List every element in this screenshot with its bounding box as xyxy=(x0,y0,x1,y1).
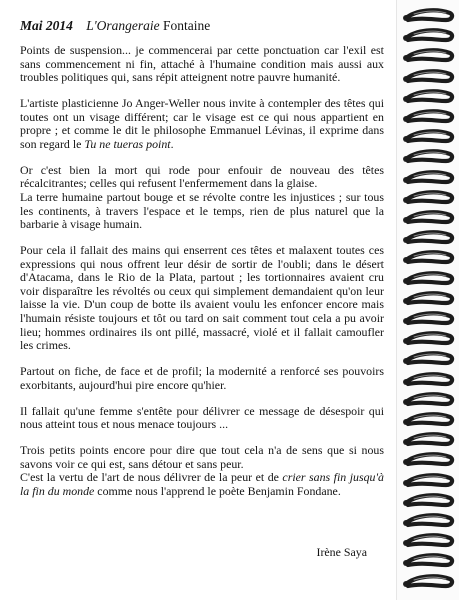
spiral-ring xyxy=(402,331,457,349)
spiral-ring xyxy=(402,372,457,390)
paragraph-2-end: . xyxy=(170,136,174,151)
paragraph-3b: La terre humaine partout bouge et se révolte contre les injustices ; sur tous les continents, à travers l'espace et le temps, rien de plus naturel que la barbarie à visage humain. xyxy=(20,189,384,232)
spiral-ring xyxy=(402,493,457,511)
paragraph-6: Il fallait qu'une femme s'entête pour délivrer ce message de désespoir qui nous atteint tous et nous menace toujours ... xyxy=(20,403,384,432)
paragraph-7b-quote: crier sans fin jusqu'à la fin du monde xyxy=(20,470,384,498)
paragraph-7: Trois petits points encore pour dire que tout cela n'a de sens que si nous savons voir ce qui est, sans détour et sans peur. xyxy=(20,443,384,471)
spiral-ring xyxy=(402,28,457,46)
paragraph-2-quote: Tu ne tueras point xyxy=(84,136,171,151)
spiral-ring xyxy=(402,69,457,87)
paragraph-7b-text: C'est la vertu de l'art de nous délivrer de la peur et de xyxy=(20,470,283,485)
spiral-ring xyxy=(402,412,457,430)
paragraph-5: Partout on fiche, de face et de profil; la modernité a renforcé ses pouvoirs exorbitants, aujourd'hui pire encore qu'hier. xyxy=(20,364,384,392)
spiral-ring xyxy=(402,271,457,289)
author-signature: Irène Saya xyxy=(316,545,367,559)
spiral-ring xyxy=(402,513,457,531)
spiral-ring xyxy=(402,8,457,26)
spiral-ring xyxy=(402,230,457,248)
spiral-ring xyxy=(402,574,457,592)
paragraph-2-text: L'artiste plasticienne Jo Anger-Weller nous invite à contempler des têtes qui toutes ont un visage différent; car le visage est ce qui nous appartient en propre ; et comme le dit le philosophe Emmanuel Lévinas, il exprime dans son regard le xyxy=(20,96,384,151)
spiral-ring xyxy=(402,432,457,450)
spiral-ring xyxy=(402,553,457,571)
spiral-ring xyxy=(402,250,457,268)
spiral-ring xyxy=(402,129,457,147)
paragraph-7b xyxy=(20,471,384,498)
header-date: Mai 2014 xyxy=(20,18,73,33)
spiral-ring xyxy=(402,473,457,491)
spiral-ring xyxy=(402,89,457,107)
header-publication-italic: L'Orangeraie xyxy=(86,18,160,33)
spiral-ring xyxy=(402,48,457,66)
paragraph-2 xyxy=(20,97,384,151)
spiral-ring xyxy=(402,149,457,167)
spiral-ring xyxy=(402,291,457,309)
paragraph-1: Points de suspension... je commencerai par cette ponctuation car l'exil est sans commencement ni fin, attaché à l'humaine condition mais aussi aux troubles politiques qui, sans répit atteignent notre pauvre humanité. xyxy=(20,43,384,85)
spiral-ring xyxy=(402,170,457,188)
paragraph-4: Pour cela il fallait des mains qui enserrent ces têtes et malaxent toutes ces expressions qui nous offrent leur désir de sortir de l'oubli; dans le désert d'Atacama, dans le Rio de la Plata, partout ; les tortionnaires avaient cru voir disparaître les révoltés ou ceux qui simplement demandaient qu'on leur laisse la vie. D'un coup de botte ils avaient voulu les enfoncer encore mais l'humain résiste toujours et tôt ou tard on sait comment tout cela a pu avoir lieu; hommes ordinaires ils ont pillé, massacré, violé et il fallait camoufler les crimes. xyxy=(20,243,384,353)
article-body xyxy=(20,44,384,511)
spiral-ring xyxy=(402,109,457,127)
spiral-ring xyxy=(402,351,457,369)
spiral-ring xyxy=(402,452,457,470)
spiral-ring xyxy=(402,311,457,329)
spiral-ring xyxy=(402,533,457,551)
spiral-ring xyxy=(402,210,457,228)
header-publication-name: Fontaine xyxy=(163,18,211,33)
page-header xyxy=(20,18,210,34)
paragraph-7b-end: comme nous l'apprend le poète Benjamin Fondane. xyxy=(94,483,341,498)
spiral-binding xyxy=(402,8,459,598)
spiral-ring xyxy=(402,392,457,410)
paragraph-3: Or c'est bien la mort qui rode pour enfouir de nouveau des têtes récalcitrantes; celles qui refusent l'enfermement dans la glaise. xyxy=(20,162,384,191)
spiral-ring xyxy=(402,190,457,208)
